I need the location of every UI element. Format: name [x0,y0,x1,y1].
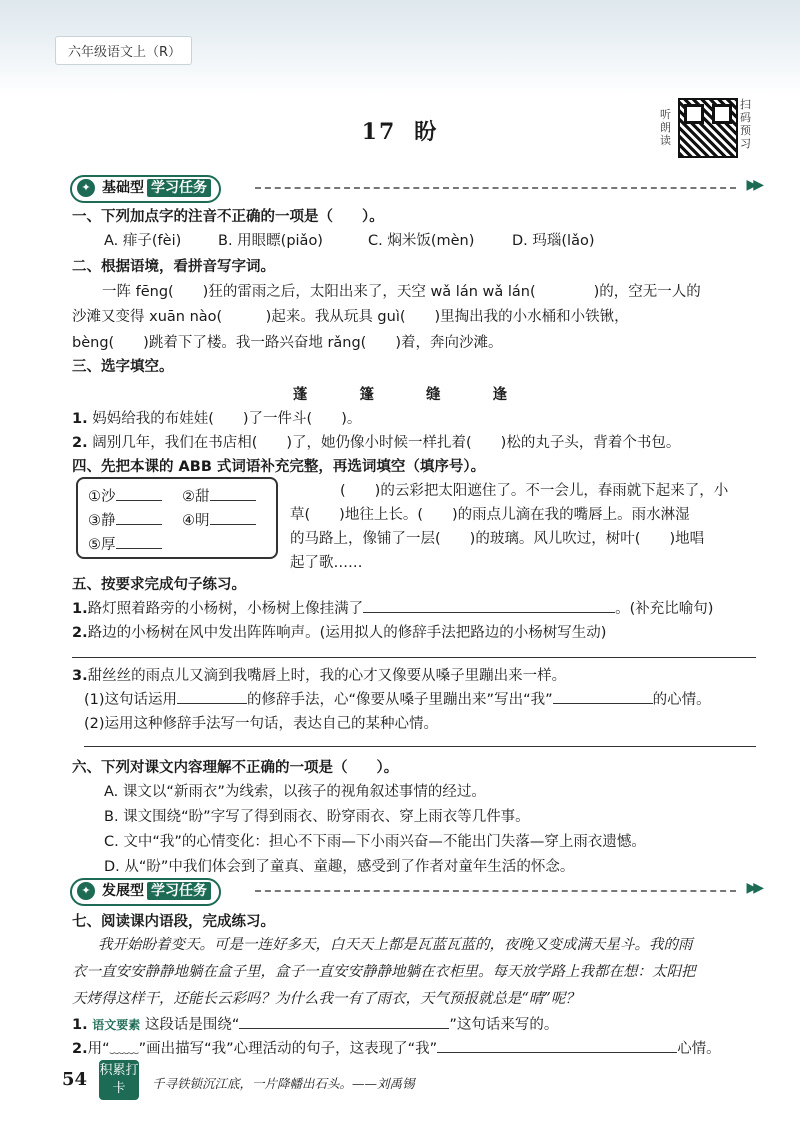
q6-option-c: C. 文中“我”的心情变化：担心不下雨—下小雨兴奋—不能出门失落—穿上雨衣遗憾。 [104,834,646,850]
q7-title: 七、阅读课内语段，完成练习。 [72,914,275,930]
q5-item-2-answer-line[interactable] [72,657,756,658]
q4-title: 四、先把本课的 ABB 式词语补充完整，再选词填空（填序号）。 [72,459,486,475]
q3-item-1-text: 妈妈给我的布娃娃( )了一件斗( )。 [92,411,362,427]
q1-option-d: D. 玛瑙(lǎo) [512,233,595,249]
accumulate-badge: 积累打卡 [99,1060,139,1100]
qr-listen-label: 听朗读 [660,108,671,147]
lesson-number: 17 [361,119,397,145]
q3-word: 缝 [426,387,441,403]
q6-option-b: B. 课文围绕“盼”字写了得到雨衣、盼穿雨衣、穿上雨衣等几件事。 [104,809,530,825]
q1-title: 一、下列加点字的注音不正确的一项是（ ）。 [72,209,384,225]
section-basic-bar [70,175,760,201]
lightbulb-icon: ✦ [77,179,95,197]
q3-title: 三、选字填空。 [72,359,174,375]
q4-option-4: ④明 [182,509,256,530]
q4-option-1: ①沙 [88,485,162,506]
q7-item-2-blank[interactable] [437,1038,677,1053]
q4-option-2: ②甜 [182,485,256,506]
q7-item-1-blank[interactable] [239,1014,449,1029]
section-basic-prefix: 基础型 [102,180,144,196]
q5-sub-1-blank-b[interactable] [553,689,653,704]
q2-title: 二、根据语境，看拼音写字词。 [72,259,275,275]
q3-item-2-text: 阔别几年，我们在书店相( )了，她仍像小时候一样扎着( )松的丸子头，背着个书包。 [92,435,681,451]
q5-sub-1: (1)这句话运用 的修辞手法，心“像要从嗓子里蹦出来”写出“我” 的心情。 [84,688,711,709]
footer-quote: 千寻铁锁沉江底，一片降幡出石头。——刘禹锡 [152,1076,415,1091]
section-divider [255,187,736,189]
q3-word-bank [0,383,800,404]
q5-sub-1-blank-a[interactable] [177,689,247,704]
q3-item-2 [72,431,680,452]
qr-preview-label: 扫码预习 [740,98,751,150]
section-basic-tag: 学习任务 [147,179,211,197]
q4-passage-3: 的马路上，像铺了一层( )的玻璃。风儿吹过，树叶( )地唱 [290,531,705,547]
lightbulb-icon: ✦ [77,882,95,900]
q3-item-2-num: 2. [72,435,88,451]
q4-option-5: ⑤厚 [88,533,162,554]
double-arrow-icon: ▶▶ [746,880,760,896]
q7-item-1-tag: 语文要素 [92,1018,141,1032]
q1-option-c: C. 焖米饭(mèn) [368,233,475,249]
section-develop-tag: 学习任务 [147,882,211,900]
qr-code-icon[interactable] [678,98,738,158]
q7-passage [72,932,756,1013]
q1-option-b: B. 用眼瞟(piǎo) [218,233,323,249]
q7-item-1: 1. 语文要素 这段话是围绕“ ”这句话来写的。 [72,1013,558,1034]
q7-passage-line-2: 衣一直安安静静地躺在盒子里，盒子一直安安静静地躺在衣柜里。每天放学路上我都在想：太阳把 [72,964,696,980]
section-develop-bar [70,878,760,904]
q4-passage-4: 起了歌…… [290,555,363,571]
section-basic-badge [70,175,221,203]
section-develop-prefix: 发展型 [102,883,144,899]
q5-title: 五、按要求完成句子练习。 [72,577,246,593]
q4-option-3: ③静 [88,509,162,530]
q5-item-3: 3.甜丝丝的雨点儿又滴到我嘴唇上时，我的心才又像要从嗓子里蹦出来一样。 [72,668,567,684]
q3-word: 逢 [492,387,508,403]
q1-option-a: A. 痱子(fèi) [104,233,182,249]
q4-passage-2: 草( )地往上长。( )的雨点儿滴在我的嘴唇上。雨水淋湿 [290,507,690,523]
q4-passage-1: ( )的云彩把太阳遮住了。不一会儿，春雨就下起来了，小 [340,483,729,499]
q3-item-1-num: 1. [72,411,88,427]
q7-passage-line-1: 我开始盼着变天。可是一连好多天，白天天上都是瓦蓝瓦蓝的，夜晚又变成满天星斗。我的雨 [98,937,693,953]
q7-item-2: 2.用“﹏﹏”画出描写“我”心理活动的句子，这表现了“我” 心情。 [72,1037,721,1058]
q4-word-box [76,477,278,559]
q2-line-2: 沙滩又变得 xuān nào( )起来。我从玩具 guì( )里掏出我的小水桶和小铁锹， [72,309,629,325]
double-arrow-icon: ▶▶ [746,177,760,193]
section-develop-badge [70,878,221,906]
q6-option-d: D. 从“盼”中我们体会到了童真、童趣，感受到了作者对童年生活的怀念。 [104,859,575,875]
q7-passage-line-3: 天烤得这样干，还能长云彩吗？为什么我一有了雨衣，天气预报就总是“晴”呢？ [72,991,580,1007]
page-number: 54 [62,1069,88,1090]
q2-line-3: bèng( )跳着下了楼。我一路兴奋地 rǎng( )着，奔向沙滩。 [72,335,503,351]
lesson-name: 盼 [414,119,439,145]
q5-item-1-blank[interactable] [363,598,615,613]
qr-area [660,98,755,160]
q5-sub-2: (2)运用这种修辞手法写一句话，表达自己的某种心情。 [84,716,439,732]
q6-title: 六、下列对课文内容理解不正确的一项是（ ）。 [72,760,399,776]
q6-option-a: A. 课文以“新雨衣”为线索，以孩子的视角叙述事情的经过。 [104,784,486,800]
q2-line-1: 一阵 fēng( )狂的雷雨之后，太阳出来了，天空 wǎ lán wǎ lán( )的，空无一人的 [102,284,701,300]
book-title: 六年级语文上（R） [55,36,192,65]
q3-item-1 [72,407,361,428]
q5-sub-2-answer-line[interactable] [84,746,756,747]
wavy-underline-mark: ﹏﹏ [109,1041,139,1057]
q3-word: 蓬 [292,387,308,403]
q5-item-2: 2.路边的小杨树在风中发出阵阵响声。(运用拟人的修辞手法把路边的小杨树写生动) [72,625,607,641]
q3-word: 篷 [359,387,374,403]
q5-item-1: 1.路灯照着路旁的小杨树，小杨树上像挂满了 。(补充比喻句) [72,597,713,618]
section-divider [255,890,736,892]
